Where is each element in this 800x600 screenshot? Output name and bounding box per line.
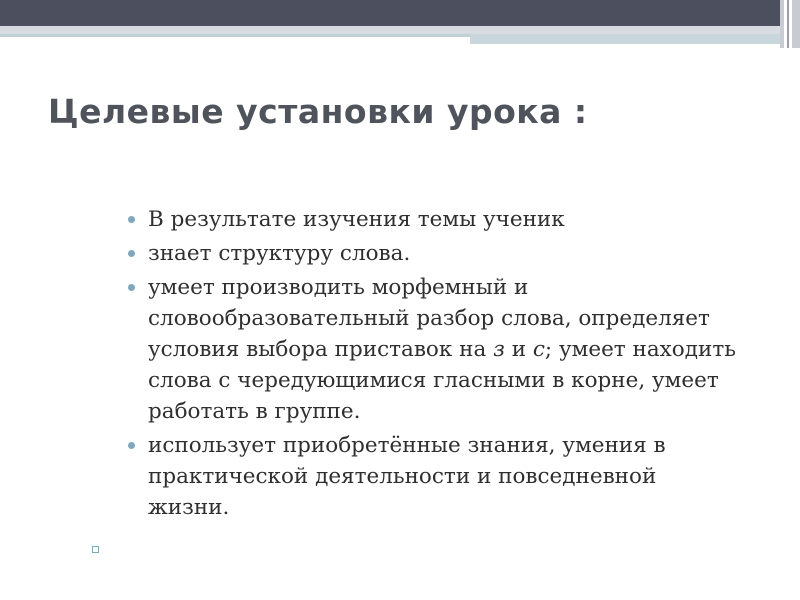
- top-decorative-stripe: [0, 26, 780, 34]
- bullet-text: знает структуру слова.: [148, 241, 411, 266]
- prefix-letter-z: з: [493, 337, 505, 362]
- bullet-dot-icon: [128, 250, 135, 257]
- prefix-letter-s: с: [532, 337, 545, 362]
- bullet-item-3: [122, 272, 742, 427]
- bullet-text-part: и: [504, 337, 533, 362]
- bullet-dot-icon: [128, 216, 135, 223]
- bullet-text-part: ; умеет находить слова с чередующимися гласными в корне, умеет работать в группе.: [148, 337, 736, 424]
- top-accent-line: [0, 34, 470, 37]
- bullet-dot-icon: [128, 284, 135, 291]
- top-decorative-bar: [0, 0, 780, 26]
- bullet-text-part: умеет производить морфемный и словообразовательный разбор слова, определяет условия выбора приставок на: [148, 275, 710, 362]
- bullet-item-2: [122, 238, 742, 269]
- bullet-item-4: [122, 430, 742, 523]
- empty-bullet-marker: [92, 546, 99, 553]
- bullet-text: использует приобретённые знания, умения в практической деятельности и повседневной жизни.: [148, 433, 666, 520]
- bullet-text: [148, 275, 736, 424]
- bullet-item-1: [122, 204, 742, 235]
- corner-decoration: [780, 0, 800, 48]
- bullet-dot-icon: [128, 442, 135, 449]
- bullet-list: [122, 204, 742, 526]
- slide-title: Целевые установки урока :: [48, 92, 588, 131]
- bullet-text: В результате изучения темы ученик: [148, 207, 565, 232]
- top-accent-block: [470, 34, 780, 44]
